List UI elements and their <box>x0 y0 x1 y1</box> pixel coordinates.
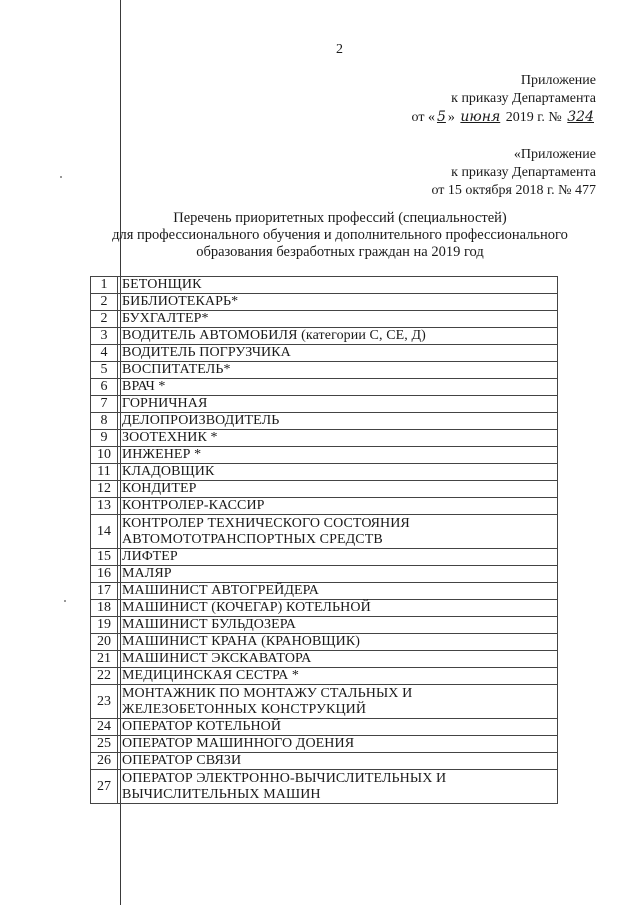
scan-speck <box>60 176 62 178</box>
table-row <box>91 498 558 515</box>
profession-name: ВОДИТЕЛЬ ПОГРУЗЧИКА <box>118 345 558 362</box>
profession-name: ВРАЧ * <box>118 379 558 396</box>
date-quote: » <box>447 110 455 125</box>
professions-table <box>90 276 558 804</box>
row-number: 2 <box>91 311 118 328</box>
row-number: 18 <box>91 600 118 617</box>
profession-name: МАШИНИСТ БУЛЬДОЗЕРА <box>118 617 558 634</box>
list-title-line2: для профессионального обучения и дополнительного профессионального <box>112 227 568 243</box>
profession-name: КОНДИТЕР <box>118 481 558 498</box>
handwritten-order-number: 324 <box>567 109 594 125</box>
profession-name: БЕТОНЩИК <box>118 277 558 294</box>
table-row <box>91 600 558 617</box>
row-number: 27 <box>91 770 118 804</box>
table-row <box>91 311 558 328</box>
appendix-title: Приложение <box>520 73 596 88</box>
scan-speck <box>64 600 66 602</box>
row-number: 2 <box>91 294 118 311</box>
original-appendix-order-ref: к приказу Департамента <box>451 165 596 180</box>
profession-name: ЛИФТЕР <box>118 549 558 566</box>
table-row <box>91 328 558 345</box>
list-title <box>100 210 580 261</box>
table-row <box>91 566 558 583</box>
table-row <box>91 447 558 464</box>
profession-name: МАШИНИСТ ЭКСКАВАТОРА <box>118 651 558 668</box>
list-title-line3: образования безработных граждан на 2019 год <box>196 244 484 260</box>
table-row <box>91 770 558 804</box>
date-prefix: от « <box>411 110 435 125</box>
table-row <box>91 719 558 736</box>
row-number: 14 <box>91 515 118 549</box>
row-number: 17 <box>91 583 118 600</box>
row-number: 7 <box>91 396 118 413</box>
table-row <box>91 379 558 396</box>
row-number: 9 <box>91 430 118 447</box>
profession-name: КОНТРОЛЕР-КАССИР <box>118 498 558 515</box>
page-number: 2 <box>336 42 343 57</box>
row-number: 19 <box>91 617 118 634</box>
row-number: 25 <box>91 736 118 753</box>
table-row <box>91 515 558 549</box>
profession-name: БИБЛИОТЕКАРЬ* <box>118 294 558 311</box>
table-row <box>91 481 558 498</box>
row-number: 23 <box>91 685 118 719</box>
handwritten-month: июня <box>460 109 501 125</box>
row-number: 4 <box>91 345 118 362</box>
table-row <box>91 685 558 719</box>
profession-name: ЗООТЕХНИК * <box>118 430 558 447</box>
table-row <box>91 464 558 481</box>
profession-name: ОПЕРАТОР СВЯЗИ <box>118 753 558 770</box>
row-number: 13 <box>91 498 118 515</box>
appendix-header-original <box>276 146 596 200</box>
profession-name: КОНТРОЛЕР ТЕХНИЧЕСКОГО СОСТОЯНИЯ АВТОМОТОТРАНСПОРТНЫХ СРЕДСТВ <box>118 515 558 549</box>
profession-name: ОПЕРАТОР МАШИННОГО ДОЕНИЯ <box>118 736 558 753</box>
row-number: 3 <box>91 328 118 345</box>
profession-name: КЛАДОВЩИК <box>118 464 558 481</box>
table-row <box>91 617 558 634</box>
profession-name: ДЕЛОПРОИЗВОДИТЕЛЬ <box>118 413 558 430</box>
row-number: 24 <box>91 719 118 736</box>
appendix-header-current <box>276 72 596 127</box>
row-number: 6 <box>91 379 118 396</box>
profession-name: МАШИНИСТ КРАНА (КРАНОВЩИК) <box>118 634 558 651</box>
row-number: 1 <box>91 277 118 294</box>
table-row <box>91 413 558 430</box>
row-number: 11 <box>91 464 118 481</box>
row-number: 15 <box>91 549 118 566</box>
table-row <box>91 583 558 600</box>
appendix-order-ref: к приказу Департамента <box>451 91 596 106</box>
profession-name: ГОРНИЧНАЯ <box>118 396 558 413</box>
handwritten-day: 5 <box>436 109 446 125</box>
profession-name: ИНЖЕНЕР * <box>118 447 558 464</box>
row-number: 20 <box>91 634 118 651</box>
row-number: 21 <box>91 651 118 668</box>
row-number: 8 <box>91 413 118 430</box>
table-row <box>91 753 558 770</box>
profession-name: ОПЕРАТОР ЭЛЕКТРОННО-ВЫЧИСЛИТЕЛЬНЫХ И ВЫЧИСЛИТЕЛЬНЫХ МАШИН <box>118 770 558 804</box>
table-row <box>91 549 558 566</box>
profession-name: МАШИНИСТ (КОЧЕГАР) КОТЕЛЬНОЙ <box>118 600 558 617</box>
table-row <box>91 430 558 447</box>
table-row <box>91 634 558 651</box>
original-appendix-title: «Приложение <box>513 147 596 162</box>
profession-name: МАЛЯР <box>118 566 558 583</box>
table-row <box>91 362 558 379</box>
table-row <box>91 651 558 668</box>
date-year: 2019 г. № <box>505 110 562 125</box>
profession-name: ВОДИТЕЛЬ АВТОМОБИЛЯ (категории С, СЕ, Д) <box>118 328 558 345</box>
table-row <box>91 277 558 294</box>
profession-name: БУХГАЛТЕР* <box>118 311 558 328</box>
row-number: 22 <box>91 668 118 685</box>
profession-name: МЕДИЦИНСКАЯ СЕСТРА * <box>118 668 558 685</box>
row-number: 12 <box>91 481 118 498</box>
table-row <box>91 736 558 753</box>
table-row <box>91 345 558 362</box>
table-row <box>91 668 558 685</box>
original-appendix-date: от 15 октября 2018 г. № 477 <box>431 183 596 198</box>
row-number: 10 <box>91 447 118 464</box>
list-title-line1: Перечень приоритетных профессий (специальностей) <box>173 210 507 226</box>
row-number: 16 <box>91 566 118 583</box>
row-number: 5 <box>91 362 118 379</box>
table-row <box>91 294 558 311</box>
row-number: 26 <box>91 753 118 770</box>
profession-name: ОПЕРАТОР КОТЕЛЬНОЙ <box>118 719 558 736</box>
table-row <box>91 396 558 413</box>
profession-name: МАШИНИСТ АВТОГРЕЙДЕРА <box>118 583 558 600</box>
appendix-date-line <box>276 108 596 127</box>
profession-name: МОНТАЖНИК ПО МОНТАЖУ СТАЛЬНЫХ И ЖЕЛЕЗОБЕТОННЫХ КОНСТРУКЦИЙ <box>118 685 558 719</box>
profession-name: ВОСПИТАТЕЛЬ* <box>118 362 558 379</box>
